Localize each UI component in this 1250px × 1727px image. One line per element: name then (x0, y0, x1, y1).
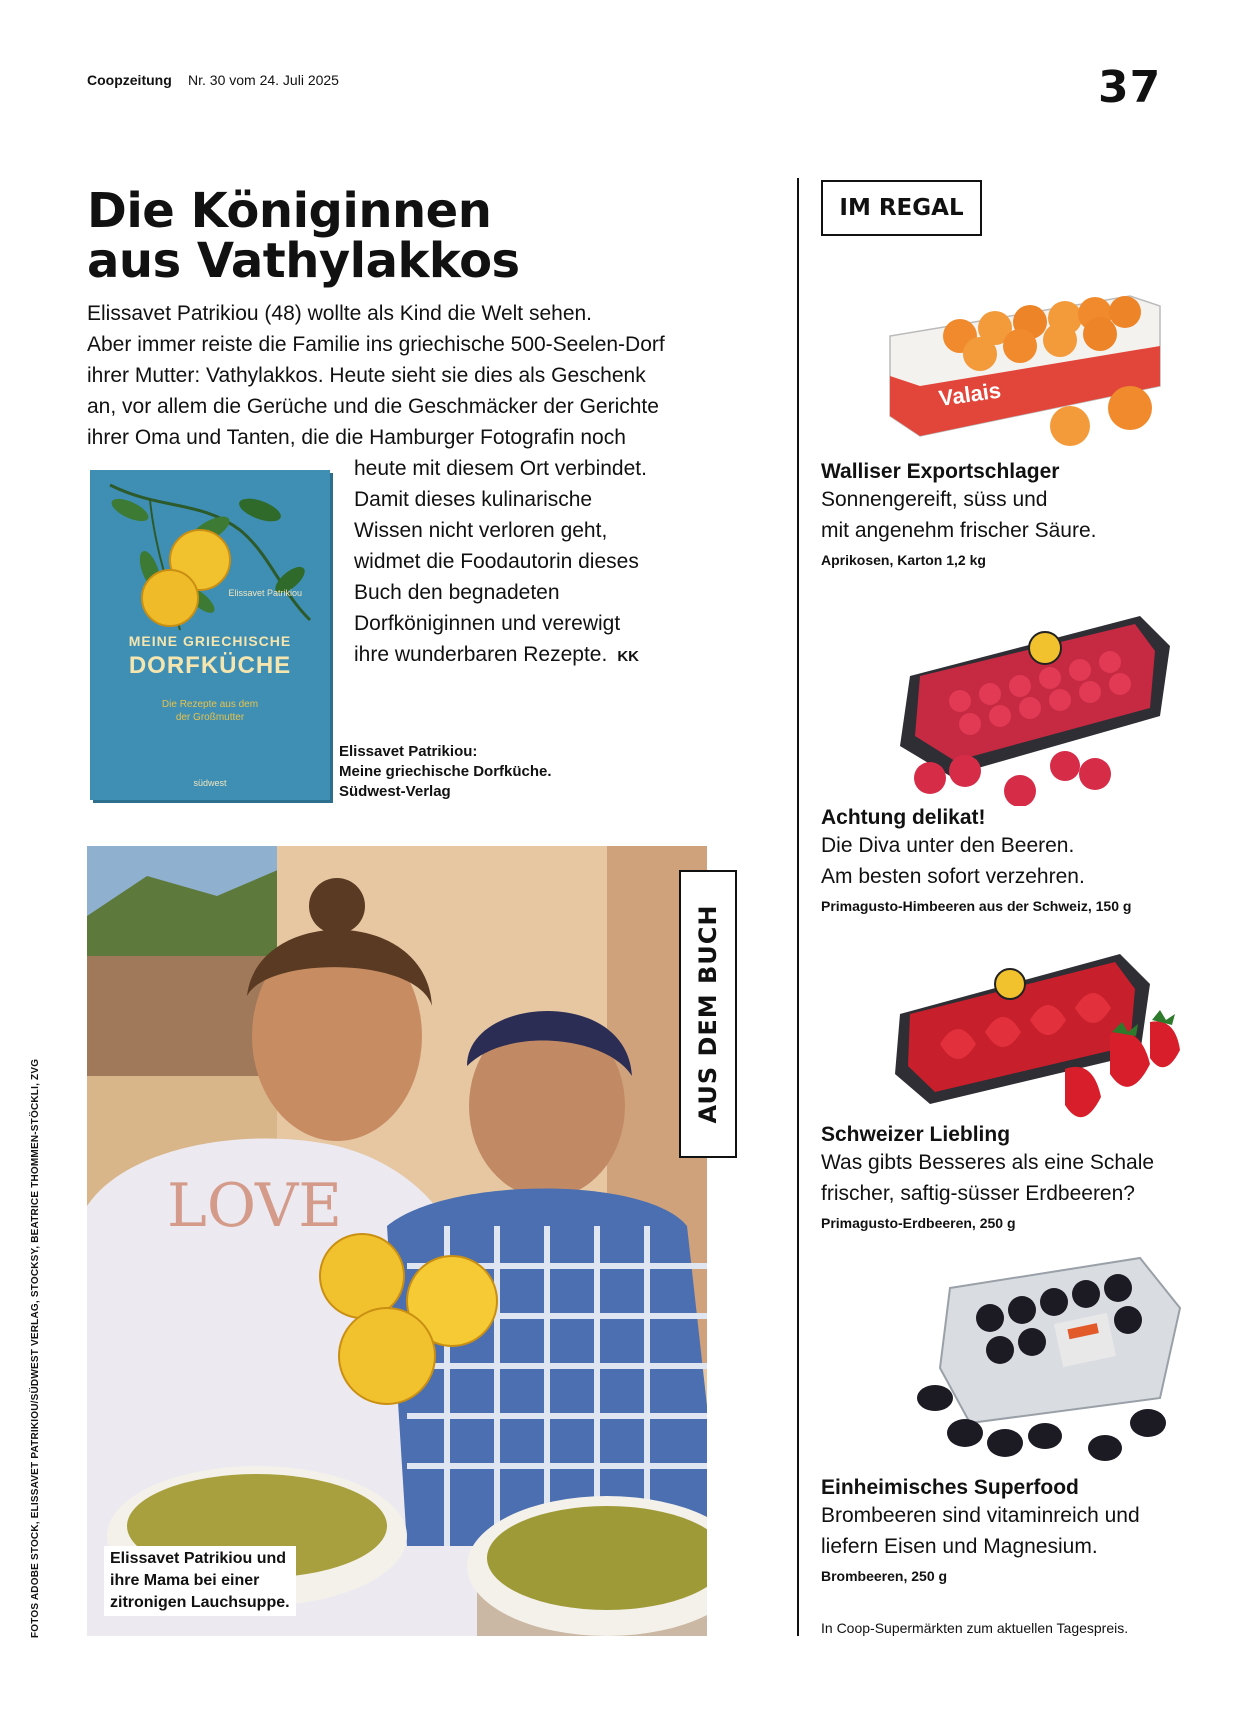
photo-caption-line: Elissavet Patrikiou und (110, 1550, 287, 1567)
photo-credits: FOTOS ADOBE STOCK, ELISSAVET PATRIKIOU/SÜDWEST VERLAG, STOCKSY, BEATRICE THOMMEN-STÖCKLI, ZVG (30, 1058, 41, 1638)
product-text-line: Sonnengereift, süss und (821, 488, 1048, 511)
lead-line: Damit dieses kulinarische (354, 488, 593, 511)
blackberries-punnet-image (910, 1248, 1190, 1473)
product-text-line: Brombeeren sind vitaminreich und (821, 1504, 1140, 1527)
lead-last-line: ihre wunderbaren Rezepte. (354, 643, 608, 666)
book-caption-line: Elissavet Patrikiou: (339, 743, 478, 760)
lead-line: Elissavet Patrikiou (48) wollte als Kind die Welt sehen. (87, 302, 593, 325)
product-item-raspberries (821, 806, 1221, 914)
product-item-apricots (821, 460, 1221, 568)
headline-line-2: aus Vathylakkos (87, 233, 520, 289)
price-footnote: In Coop-Supermärkten zum aktuellen Tagespreis. (821, 1620, 1129, 1636)
product-text-line: liefern Eisen und Magnesium. (821, 1535, 1098, 1558)
product-note: Aprikosen, Karton 1,2 kg (821, 552, 986, 568)
book-subtitle-line: der Großmutter (175, 712, 245, 723)
product-text-line: Die Diva unter den Beeren. (821, 834, 1075, 857)
section-label-vertical (679, 870, 737, 1158)
lead-line: Aber immer reiste die Familie ins griechische 500-Seelen-Dorf (87, 333, 665, 356)
book-author: Elissavet Patrikiou (228, 588, 302, 598)
product-note: Brombeeren, 250 g (821, 1568, 948, 1584)
page-number: 37 (1098, 62, 1162, 113)
apricots-crate-image (880, 266, 1180, 456)
headline (87, 183, 767, 289)
lead-paragraph-continued (354, 453, 694, 672)
product-item-strawberries (821, 1123, 1221, 1231)
lead-line: an, vor allem die Gerüche und die Geschmäcker der Gerichte (87, 395, 659, 418)
product-text-line: mit angenehm frischer Säure. (821, 519, 1097, 542)
lead-line (354, 639, 694, 672)
author-signature: KK (617, 648, 639, 665)
crate-label-text: Valais (937, 377, 1003, 411)
book-publisher: südwest (193, 778, 227, 788)
product-text-line: Was gibts Besseres als eine Schale (821, 1151, 1155, 1174)
headline-line-1: Die Königinnen (87, 183, 492, 239)
product-text (821, 1147, 1221, 1209)
raspberries-punnet-image (870, 596, 1180, 806)
main-photo (87, 846, 707, 1636)
column-divider (797, 178, 799, 1636)
shirt-love-print: LOVE (167, 1171, 343, 1241)
book-caption-line: Meine griechische Dorfküche. (339, 763, 552, 780)
product-note: Primagusto-Himbeeren aus der Schweiz, 150 g (821, 898, 1132, 914)
product-title: Einheimisches Superfood (821, 1476, 1079, 1499)
photo-illustration (87, 846, 707, 1636)
photo-caption-line: zitronigen Lauchsuppe. (110, 1594, 290, 1611)
product-note: Primagusto-Erdbeeren, 250 g (821, 1215, 1016, 1231)
photo-caption-line: ihre Mama bei einer (110, 1572, 260, 1589)
book-cover-image (90, 470, 330, 800)
photo-caption (104, 1546, 296, 1616)
product-text-line: Am besten sofort verzehren. (821, 865, 1085, 888)
lead-line: Dorfköniginnen und verewigt (354, 612, 621, 635)
product-text (821, 484, 1221, 546)
product-item-blackberries (821, 1476, 1221, 1584)
lead-line: heute mit diesem Ort verbindet. (354, 457, 647, 480)
publication-name: Coopzeitung (87, 72, 172, 88)
strawberries-punnet-image (890, 944, 1190, 1134)
issue-info: Nr. 30 vom 24. Juli 2025 (188, 72, 339, 88)
product-title: Achtung delikat! (821, 806, 986, 829)
book-title-line-1: MEINE GRIECHISCHE (128, 633, 292, 649)
book-caption (339, 742, 552, 802)
product-title: Walliser Exportschlager (821, 460, 1060, 483)
book-title-line-2: DORFKÜCHE (128, 652, 292, 679)
lead-line: Wissen nicht verloren geht, (354, 519, 608, 542)
product-text-line: frischer, saftig-süsser Erdbeeren? (821, 1182, 1135, 1205)
product-text (821, 830, 1221, 892)
book-subtitle (90, 698, 330, 724)
lead-line: ihrer Mutter: Vathylakkos. Heute sieht sie dies als Geschenk (87, 364, 646, 387)
book-subtitle-line: Die Rezepte aus dem (161, 699, 259, 710)
product-text (821, 1500, 1221, 1562)
lead-line: ihrer Oma und Tanten, die die Hamburger Fotografin noch (87, 426, 626, 449)
section-label-text: AUS DEM BUCH (694, 904, 722, 1124)
product-title: Schweizer Liebling (821, 1123, 1011, 1146)
lead-line: widmet die Foodautorin dieses (354, 550, 639, 573)
lead-paragraph (87, 298, 707, 453)
sidebar-label: IM REGAL (821, 180, 982, 236)
lead-line: Buch den begnadeten (354, 581, 560, 604)
book-caption-line: Südwest-Verlag (339, 783, 451, 800)
